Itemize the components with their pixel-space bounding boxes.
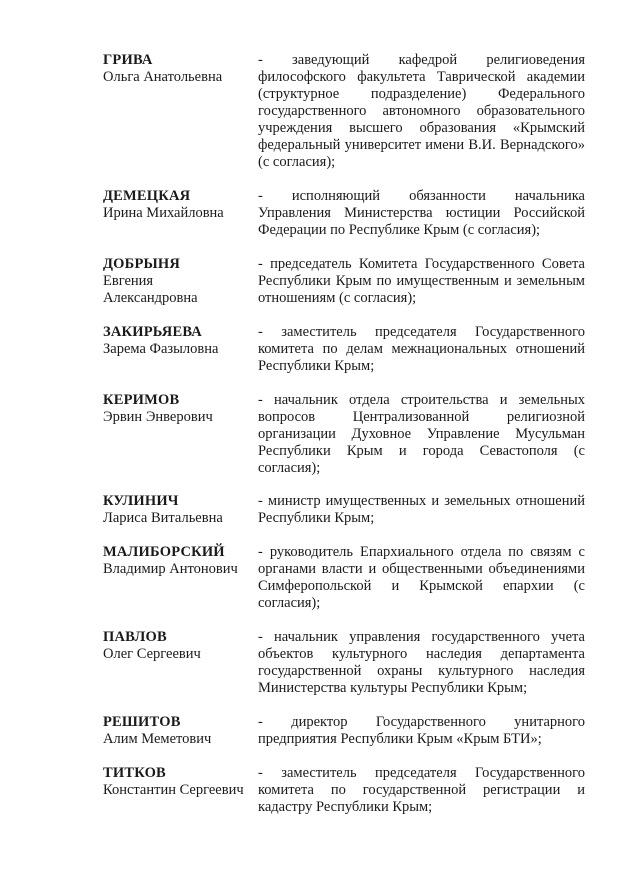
- member-role: - председатель Комитета Государственного Совета Республики Крым по имущественным и земельным отношениям (с согласия);: [258, 256, 585, 306]
- member-surname: ГРИВА: [103, 52, 153, 68]
- member-name-block: [103, 256, 258, 307]
- member-given-name: Владимир Антонович: [103, 561, 238, 577]
- member-given-name: Эрвин Энверович: [103, 409, 213, 425]
- member-entry: [103, 256, 585, 307]
- member-entry: [103, 324, 585, 375]
- member-surname: МАЛИБОРСКИЙ: [103, 544, 225, 560]
- member-entry: [103, 544, 585, 612]
- member-surname: ДОБРЫНЯ: [103, 256, 181, 272]
- member-name-block: [103, 188, 258, 239]
- member-given-name: Лариса Витальевна: [103, 510, 223, 526]
- member-given-name: Ольга Анатольевна: [103, 69, 223, 85]
- member-entry: [103, 392, 585, 477]
- member-entry: [103, 714, 585, 748]
- member-name-block: [103, 765, 258, 816]
- member-surname: РЕШИТОВ: [103, 714, 181, 730]
- member-given-name-line2: Александровна: [103, 290, 198, 306]
- member-role: - начальник управления государственного учета объектов культурного наследия департамента государственной охраны культурного наследия Министерства культуры Республики Крым;: [258, 629, 585, 696]
- member-given-name: Ирина Михайловна: [103, 205, 224, 221]
- member-name-block: [103, 544, 258, 612]
- member-name-block: [103, 629, 258, 697]
- member-entry: [103, 765, 585, 816]
- member-name-block: [103, 493, 258, 527]
- member-given-name: Евгения: [103, 273, 154, 289]
- member-role: - министр имущественных и земельных отношений Республики Крым;: [258, 493, 585, 526]
- member-name-block: [103, 324, 258, 375]
- member-given-name: Зарема Фазыловна: [103, 341, 219, 357]
- member-given-name: Олег Сергеевич: [103, 646, 201, 662]
- member-entry: [103, 493, 585, 527]
- member-role: - заведующий кафедрой религиоведения философского факультета Таврической академии (структурное подразделение) Федерального государственного автономного образовательного учреждения высшего образования «Крымский федеральный университет имени В.И. Вернадского» (с согласия);: [258, 52, 585, 170]
- member-name-block: [103, 714, 258, 748]
- member-entry: [103, 629, 585, 697]
- member-given-name: Константин Сергеевич: [103, 782, 244, 798]
- member-surname: ДЕМЕЦКАЯ: [103, 188, 191, 204]
- member-role: - заместитель председателя Государственного комитета по государственной регистрации и кадастру Республики Крым;: [258, 765, 585, 815]
- member-role: - исполняющий обязанности начальника Управления Министерства юстиции Российской Федерации по Республике Крым (с согласия);: [258, 188, 585, 238]
- member-role: - руководитель Епархиального отдела по связям с органами власти и общественными объединениями Симферопольской и Крымской епархии (с согласия);: [258, 544, 585, 611]
- member-name-block: [103, 52, 258, 171]
- member-name-block: [103, 392, 258, 477]
- member-surname: ПАВЛОВ: [103, 629, 167, 645]
- member-entry: [103, 188, 585, 239]
- member-role: - заместитель председателя Государственного комитета по делам межнациональных отношений Республики Крым;: [258, 324, 585, 374]
- member-role: - начальник отдела строительства и земельных вопросов Централизованной религиозной организации Духовное Управление Мусульман Республики Крым и города Севастополя (с согласия);: [258, 392, 585, 476]
- member-given-name: Алим Меметович: [103, 731, 212, 747]
- member-entry: [103, 52, 585, 171]
- member-surname: ЗАКИРЬЯЕВА: [103, 324, 202, 340]
- member-surname: КЕРИМОВ: [103, 392, 180, 408]
- member-role: - директор Государственного унитарного предприятия Республики Крым «Крым БТИ»;: [258, 714, 585, 747]
- member-surname: КУЛИНИЧ: [103, 493, 179, 509]
- member-surname: ТИТКОВ: [103, 765, 166, 781]
